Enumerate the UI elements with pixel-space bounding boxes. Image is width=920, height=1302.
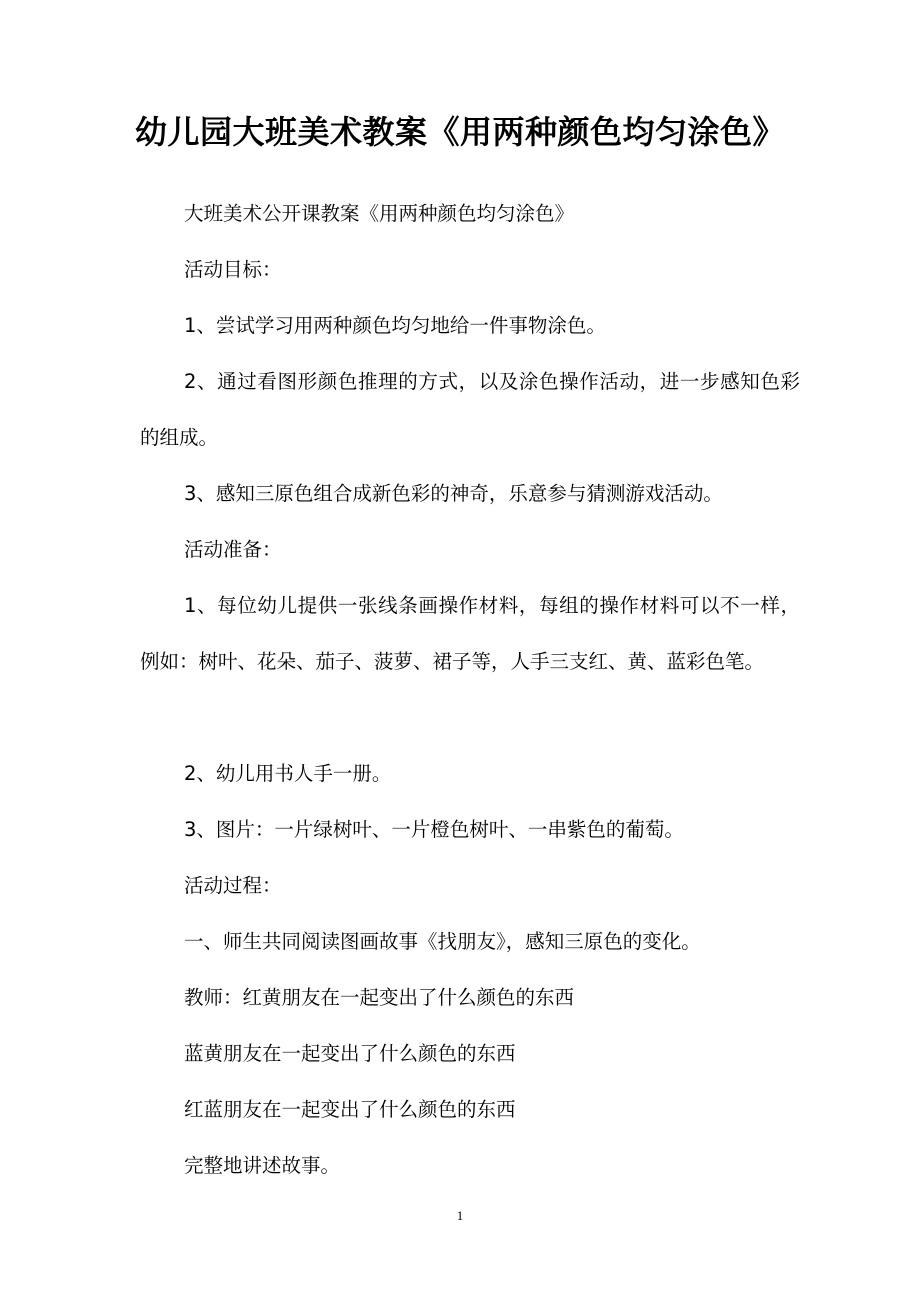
paragraph-teacher-question-2: 蓝黄朋友在一起变出了什么颜色的东西 <box>184 1042 516 1065</box>
paragraph-subtitle: 大班美术公开课教案《用两种颜色均匀涂色》 <box>184 202 575 225</box>
paragraph-process-1: 一、师生共同阅读图画故事《找朋友》，感知三原色的变化。 <box>184 930 701 953</box>
paragraph-objectives-heading: 活动目标： <box>184 258 282 281</box>
paragraph-process-heading: 活动过程： <box>184 874 282 897</box>
paragraph-preparation-3: 3、图片：一片绿树叶、一片橙色树叶、一串紫色的葡萄。 <box>184 818 684 841</box>
paragraph-objective-1: 1、尝试学习用两种颜色均匀地给一件事物涂色。 <box>184 314 606 337</box>
paragraph-story-retell: 完整地讲述故事。 <box>184 1154 341 1177</box>
page-number: 1 <box>456 1208 464 1223</box>
paragraph-objective-2: 2、通过看图形颜色推理的方式，以及涂色操作活动，进一步感知色彩的组成。 <box>140 370 800 449</box>
document-title: 幼儿园大班美术教案《用两种颜色均匀涂色》 <box>134 113 785 151</box>
paragraph-preparation-1: 1、每位幼儿提供一张线条画操作材料，每组的操作材料可以不一样，例如：树叶、花朵、茄子、菠萝、裙子等，人手三支红、黄、蓝彩色笔。 <box>140 594 800 673</box>
paragraph-teacher-question-1: 教师：红黄朋友在一起变出了什么颜色的东西 <box>184 986 575 1009</box>
paragraph-objective-3: 3、感知三原色组合成新色彩的神奇，乐意参与猜测游戏活动。 <box>184 482 723 505</box>
paragraph-teacher-question-3: 红蓝朋友在一起变出了什么颜色的东西 <box>184 1098 516 1121</box>
paragraph-preparation-heading: 活动准备： <box>184 538 282 561</box>
paragraph-preparation-2: 2、幼儿用书人手一册。 <box>184 762 392 785</box>
